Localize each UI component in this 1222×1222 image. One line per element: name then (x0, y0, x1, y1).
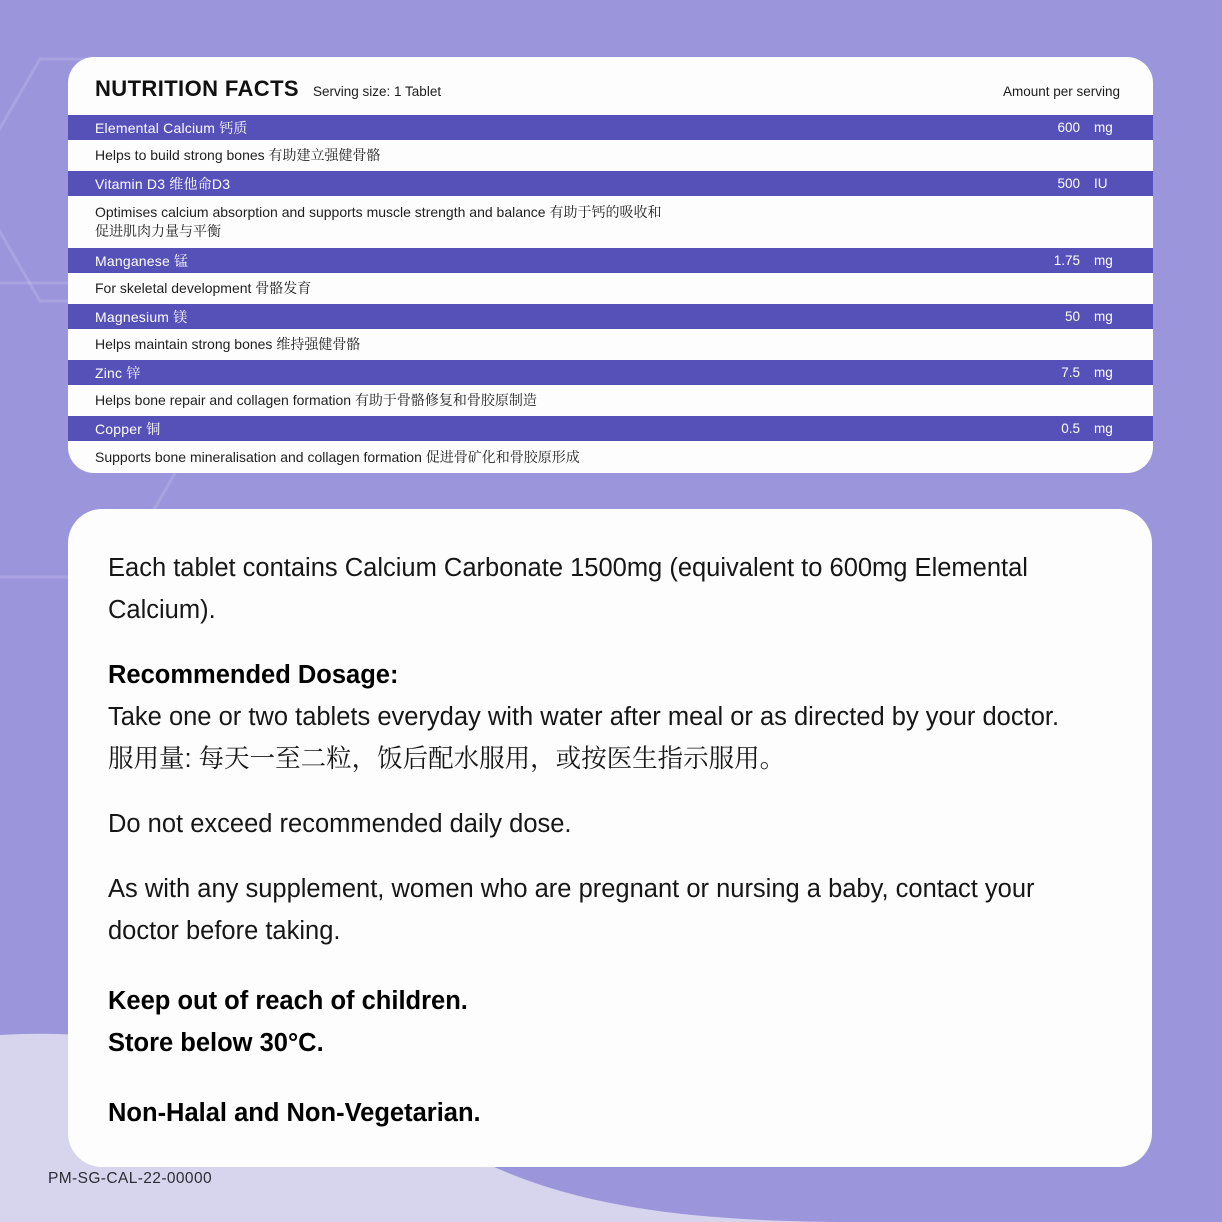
nutrient-row-vitamin-d3 (68, 171, 1153, 196)
nutrient-description-copper (68, 441, 1153, 473)
nutrient-name: Magnesium 镁 (95, 308, 188, 325)
nutrient-amount: 600 (1057, 120, 1080, 136)
nutrient-description-zinc (68, 385, 1153, 416)
nutrient-unit: mg (1094, 421, 1113, 437)
dosage-instructions-zh: 服用量: 每天一至二粒，饭后配水服用，或按医生指示服用。 (108, 745, 786, 773)
nutrient-description-vitamin-d3 (68, 196, 1153, 248)
nutrient-name: Vitamin D3 维他命D3 (95, 175, 231, 192)
serving-size-label: Serving size: 1 Tablet (313, 83, 442, 99)
nutrient-description-calcium (68, 140, 1153, 171)
nutrient-name: Zinc 锌 (95, 364, 141, 381)
nutrient-description-magnesium (68, 329, 1153, 360)
nutrient-unit: mg (1094, 309, 1113, 325)
nutrient-row-magnesium (68, 304, 1153, 329)
nutrient-amount: 0.5 (1061, 421, 1080, 437)
nutrient-description-text: Helps to build strong bones 有助建立强健骨骼 (95, 147, 381, 164)
nutrient-unit: mg (1094, 253, 1113, 269)
nutrient-amount: 1.75 (1053, 253, 1080, 269)
nutrition-facts-card (68, 57, 1153, 473)
keep-away-children-text: Keep out of reach of children. (108, 987, 468, 1015)
nutrient-row-calcium (68, 115, 1153, 140)
nutrient-name: Elemental Calcium 钙质 (95, 119, 248, 136)
product-code: PM-SG-CAL-22-00000 (48, 1170, 212, 1187)
warning-daily-dose: Do not exceed recommended daily dose. (108, 810, 572, 838)
storage-temperature-text: Store below 30°C. (108, 1029, 324, 1057)
nutrient-description-text: Optimises calcium absorption and supports muscle strength and balance 有助于钙的吸收和促进肌肉力量与平衡 (95, 204, 662, 240)
nutrient-description-text: Helps bone repair and collagen formation 有助于骨骼修复和骨胶原制造 (95, 392, 537, 409)
nutrient-description-manganese (68, 273, 1153, 304)
dietary-note: Non-Halal and Non-Vegetarian. (108, 1099, 481, 1127)
nutrient-description-text: For skeletal development 骨骼发育 (95, 280, 312, 297)
nutrient-description-text: Supports bone mineralisation and collagen formation 促进骨矿化和骨胶原形成 (95, 448, 580, 465)
dosage-instructions-en: Take one or two tablets everyday with water after meal or as directed by your doctor. (108, 703, 1060, 731)
nutrient-description-text: Helps maintain strong bones 维持强健骨骼 (95, 336, 361, 353)
nutrition-facts-header (68, 57, 1153, 115)
nutrient-amount: 7.5 (1061, 365, 1080, 381)
nutrient-unit: mg (1094, 120, 1113, 136)
composition-text: Each tablet contains Calcium Carbonate 1500mg (equivalent to 600mg Elemental Calcium). (108, 554, 1028, 624)
dosage-heading: Recommended Dosage: (108, 661, 399, 689)
nutrient-name: Copper 铜 (95, 420, 161, 437)
nutrition-facts-title: NUTRITION FACTS (95, 76, 299, 102)
nutrient-amount: 500 (1057, 176, 1080, 192)
nutrient-row-manganese (68, 248, 1153, 273)
nutrient-name: Manganese 锰 (95, 252, 189, 269)
nutrient-unit: mg (1094, 365, 1113, 381)
nutrient-row-zinc (68, 360, 1153, 385)
nutrient-row-copper (68, 416, 1153, 441)
warning-pregnancy: As with any supplement, women who are pregnant or nursing a baby, contact your doctor before taking. (108, 875, 1035, 945)
amount-per-serving-label: Amount per serving (1002, 83, 1120, 99)
directions-card (68, 509, 1152, 1167)
nutrient-amount: 50 (1064, 309, 1080, 325)
nutrient-unit: IU (1094, 176, 1108, 192)
